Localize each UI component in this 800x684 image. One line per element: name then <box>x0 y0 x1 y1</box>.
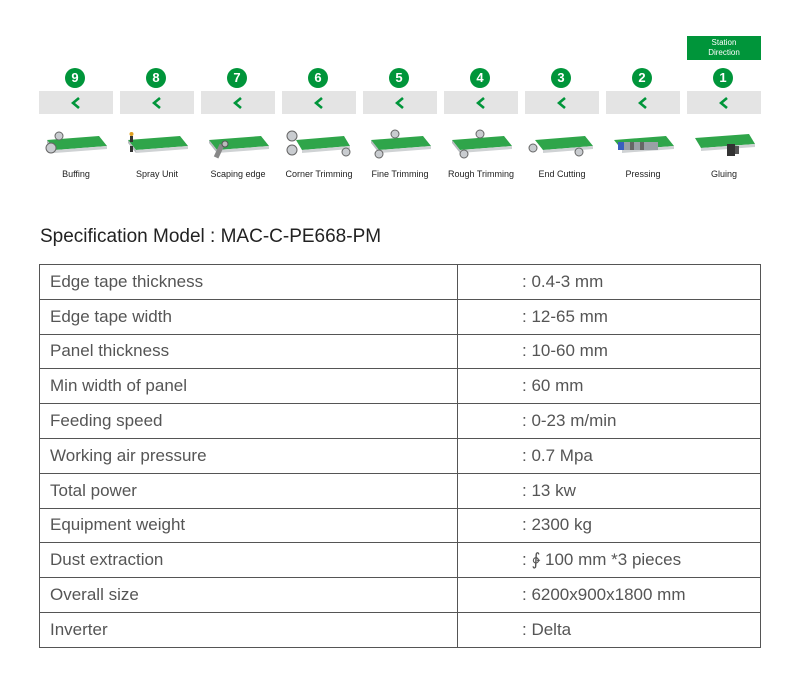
spec-value: : Delta <box>458 612 761 647</box>
station-number: 5 <box>389 68 409 88</box>
chevron-left-icon <box>719 97 729 109</box>
station-5 <box>363 68 437 188</box>
station-4 <box>444 68 518 188</box>
spec-value: : 0.7 Mpa <box>458 438 761 473</box>
station-label: Pressing <box>625 169 661 179</box>
station-strip <box>39 68 761 188</box>
station-illustration <box>284 126 354 162</box>
station-illustration <box>41 126 111 162</box>
direction-badge-line2: Direction <box>708 48 740 57</box>
direction-arrow <box>201 91 275 114</box>
station-label: Fine Trimming <box>371 169 429 179</box>
chevron-left-icon <box>395 97 405 109</box>
table-row <box>40 612 761 647</box>
spec-key: Panel thickness <box>40 334 458 369</box>
station-number: 3 <box>551 68 571 88</box>
spec-value: : 0.4-3 mm <box>458 265 761 300</box>
spec-title: Specification Model : MAC-C-PE668-PM <box>40 226 382 247</box>
spec-key: Edge tape width <box>40 299 458 334</box>
spec-table <box>39 264 761 648</box>
table-row <box>40 369 761 404</box>
chevron-left-icon <box>314 97 324 109</box>
chevron-left-icon <box>233 97 243 109</box>
station-illustration <box>365 126 435 162</box>
chevron-left-icon <box>71 97 81 109</box>
station-direction-badge <box>687 36 761 60</box>
station-8 <box>120 68 194 188</box>
spec-key: Equipment weight <box>40 508 458 543</box>
station-6 <box>282 68 356 188</box>
spec-value: : 10-60 mm <box>458 334 761 369</box>
spec-key: Edge tape thickness <box>40 265 458 300</box>
station-1 <box>687 68 761 188</box>
station-number: 4 <box>470 68 490 88</box>
table-row <box>40 508 761 543</box>
spec-key: Dust extraction <box>40 543 458 578</box>
station-label: Rough Trimming <box>447 169 515 179</box>
spec-key: Overall size <box>40 578 458 613</box>
direction-arrow <box>606 91 680 114</box>
station-number: 1 <box>713 68 733 88</box>
station-7 <box>201 68 275 188</box>
direction-arrow <box>120 91 194 114</box>
spec-value: : 60 mm <box>458 369 761 404</box>
chevron-left-icon <box>638 97 648 109</box>
spec-key: Working air pressure <box>40 438 458 473</box>
station-illustration <box>446 126 516 162</box>
station-label: Buffing <box>62 169 90 179</box>
station-illustration <box>122 126 192 162</box>
station-3 <box>525 68 599 188</box>
station-label: Spray Unit <box>135 169 179 179</box>
chevron-left-icon <box>152 97 162 109</box>
station-illustration <box>608 126 678 162</box>
chevron-left-icon <box>476 97 486 109</box>
station-label: End Cutting <box>538 169 586 179</box>
spec-key: Min width of panel <box>40 369 458 404</box>
spec-key: Feeding speed <box>40 404 458 439</box>
table-row <box>40 578 761 613</box>
spec-value: : 6200x900x1800 mm <box>458 578 761 613</box>
table-row <box>40 404 761 439</box>
station-number: 8 <box>146 68 166 88</box>
direction-arrow <box>444 91 518 114</box>
spec-value: : ∲ 100 mm *3 pieces <box>458 543 761 578</box>
station-illustration <box>203 126 273 162</box>
direction-arrow <box>282 91 356 114</box>
station-label: Gluing <box>710 169 737 179</box>
station-number: 2 <box>632 68 652 88</box>
table-row <box>40 334 761 369</box>
station-number: 9 <box>65 68 85 88</box>
chevron-left-icon <box>557 97 567 109</box>
station-illustration <box>527 126 597 162</box>
spec-key: Inverter <box>40 612 458 647</box>
station-number: 6 <box>308 68 328 88</box>
spec-value: : 0-23 m/min <box>458 404 761 439</box>
station-number: 7 <box>227 68 247 88</box>
table-row <box>40 543 761 578</box>
direction-arrow <box>363 91 437 114</box>
station-2 <box>606 68 680 188</box>
station-illustration <box>689 126 759 162</box>
table-row <box>40 438 761 473</box>
table-row <box>40 473 761 508</box>
spec-value: : 12-65 mm <box>458 299 761 334</box>
station-9 <box>39 68 113 188</box>
table-row <box>40 299 761 334</box>
spec-value: : 2300 kg <box>458 508 761 543</box>
station-label: Scaping edge <box>210 169 266 179</box>
table-row <box>40 265 761 300</box>
direction-arrow <box>687 91 761 114</box>
spec-key: Total power <box>40 473 458 508</box>
direction-badge-line1: Station <box>711 38 737 47</box>
direction-arrow <box>39 91 113 114</box>
station-label: Corner Trimming <box>285 169 353 179</box>
direction-arrow <box>525 91 599 114</box>
spec-value: : 13 kw <box>458 473 761 508</box>
